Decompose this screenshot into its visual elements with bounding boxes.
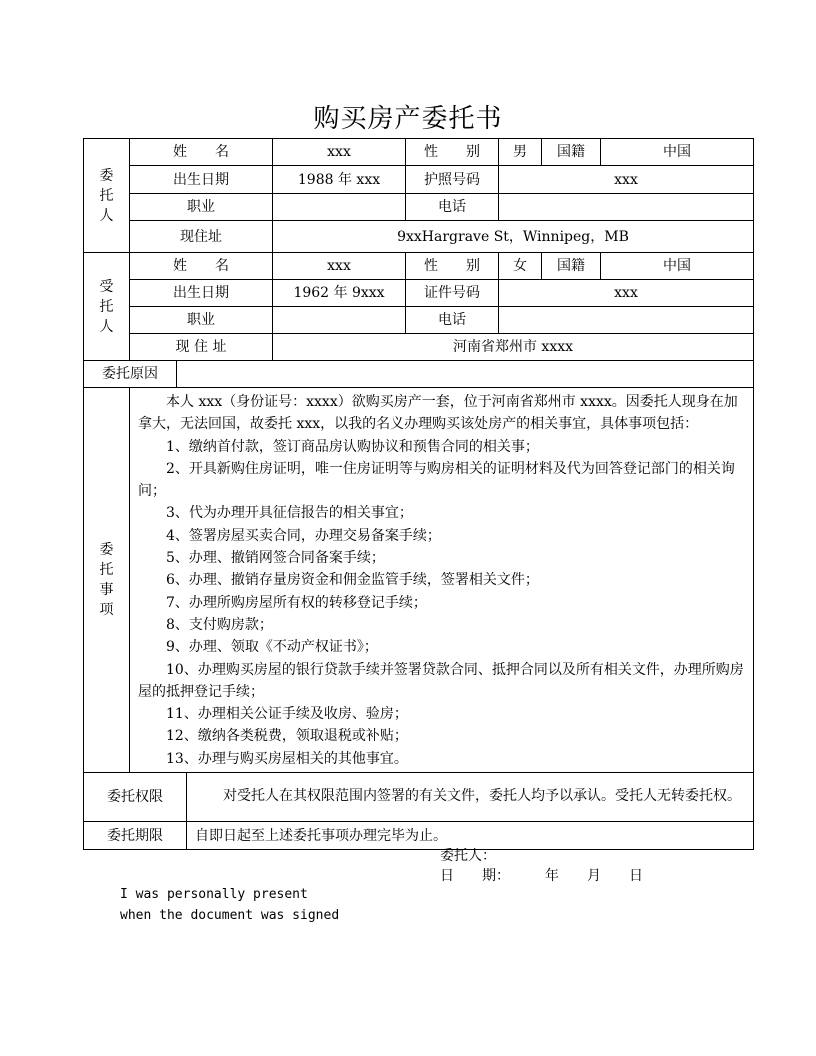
principal-dob: 1988 年 xxx <box>273 166 406 194</box>
power-of-attorney-table <box>83 138 754 850</box>
agent-section-label: 受 托 人 <box>84 253 130 361</box>
reason-label: 委托原因 <box>84 361 177 388</box>
principal-signature-label: 委托人： <box>440 848 496 864</box>
label: 现 住 址 <box>130 334 273 361</box>
matter-item: 6、办理、撤销存量房资金和佣金监管手续，签署相关文件； <box>166 572 539 589</box>
label: 出生日期 <box>130 280 273 307</box>
matter-item: 8、支付购房款； <box>166 616 273 633</box>
matters-content <box>130 388 754 773</box>
label: 出生日期 <box>130 166 273 194</box>
label: 性 别 <box>406 139 499 166</box>
principal-address: 9xxHargrave St，Winnipeg，MB <box>273 221 754 253</box>
agent-name: xxx <box>273 253 406 280</box>
matters-intro: 本人 xxx（身份证号：xxxx）欲购买房产一套，位于河南省郑州市 xxxx。因委托人现身在加拿大，无法回国，故委托 xxx，以我的名义办理购买该处房产的相关事宜，具体事项包括： <box>138 394 738 433</box>
label: 电话 <box>406 307 499 334</box>
matter-item: 10、办理购买房屋的银行贷款手续并签署贷款合同、抵押合同以及所有相关文件，办理所购房屋的抵押登记手续； <box>138 661 744 700</box>
matter-item: 9、办理、领取《不动产权证书》； <box>166 639 378 656</box>
matter-item: 5、办理、撤销网签合同备案手续； <box>166 550 385 567</box>
date-line: 日 期： 年 月 日 <box>440 868 643 884</box>
principal-phone <box>499 194 754 221</box>
label: 护照号码 <box>406 166 499 194</box>
document-title: 购买房产委托书 <box>313 104 503 134</box>
period-value: 自即日起至上述委托事项办理完毕为止。 <box>187 822 754 850</box>
principal-section-label: 委 托 人 <box>84 139 130 253</box>
label: 国籍 <box>542 253 601 280</box>
matter-item: 12、缴纳各类税费，领取退税或补贴； <box>166 728 408 745</box>
label: 职业 <box>130 307 273 334</box>
agent-job <box>273 307 406 334</box>
label: 姓 名 <box>130 139 273 166</box>
matter-item: 11、办理相关公证手续及收房、验房； <box>166 706 408 723</box>
witness-note-line: I was personally present <box>120 887 308 902</box>
authority-value: 对受托人在其权限范围内签署的有关文件，委托人均予以承认。受托人无转委托权。 <box>187 773 754 822</box>
witness-note-line: when the document was signed <box>120 908 340 923</box>
matters-label: 委 托 事 项 <box>84 388 130 773</box>
label: 性 别 <box>406 253 499 280</box>
principal-nationality: 中国 <box>601 139 754 166</box>
matter-item: 1、缴纳首付款，签订商品房认购协议和预售合同的相关事； <box>166 438 539 455</box>
label: 证件号码 <box>406 280 499 307</box>
principal-gender: 男 <box>499 139 542 166</box>
agent-dob: 1962 年 9xxx <box>273 280 406 307</box>
principal-passport: xxx <box>499 166 754 194</box>
principal-name: xxx <box>273 139 406 166</box>
period-label: 委托期限 <box>84 822 187 850</box>
agent-gender: 女 <box>499 253 542 280</box>
authority-label: 委托权限 <box>84 773 187 822</box>
matter-item: 13、办理与购买房屋相关的其他事宜。 <box>166 750 408 767</box>
label: 现住址 <box>130 221 273 253</box>
label: 电话 <box>406 194 499 221</box>
label: 国籍 <box>542 139 601 166</box>
label: 姓 名 <box>130 253 273 280</box>
agent-nationality: 中国 <box>601 253 754 280</box>
principal-job <box>273 194 406 221</box>
agent-phone <box>499 307 754 334</box>
agent-address: 河南省郑州市 xxxx <box>273 334 754 361</box>
label: 职业 <box>130 194 273 221</box>
matter-item: 7、办理所购房屋所有权的转移登记手续； <box>166 594 427 611</box>
matter-item: 3、代为办理开具征信报告的相关事宜； <box>166 505 413 522</box>
matter-item: 4、签署房屋买卖合同，办理交易备案手续； <box>166 527 441 544</box>
matter-item: 2、开具新购住房证明，唯一住房证明等与购房相关的证明材料及代为回答登记部门的相关询问； <box>138 460 735 500</box>
agent-id-number: xxx <box>499 280 754 307</box>
reason-value <box>177 361 754 388</box>
